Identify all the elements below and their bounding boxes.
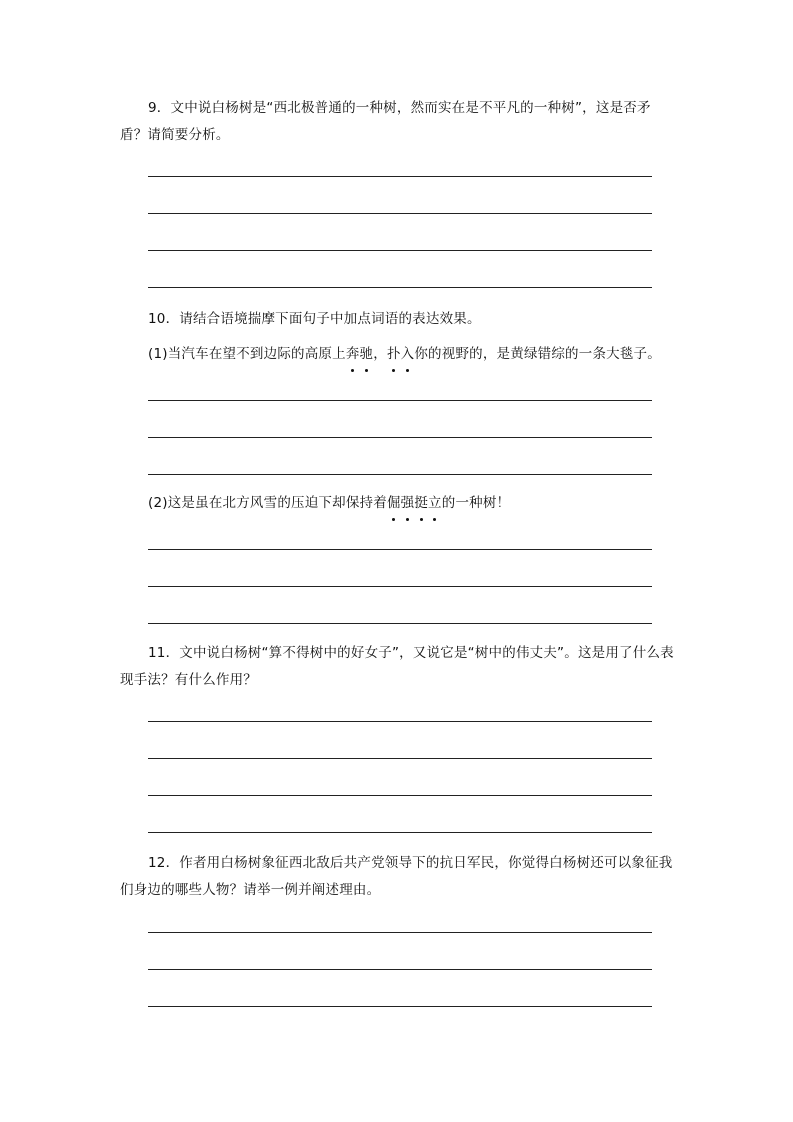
- question-11-text: 11．文中说白杨树“算不得树中的好女子”，又说它是“树中的伟丈夫”。这是用了什么表现手法？有什么作用？: [120, 645, 674, 688]
- answer-line[interactable]: [148, 176, 652, 177]
- answer-line[interactable]: [148, 250, 652, 251]
- sub-2-text-after: 的一种树！: [441, 495, 511, 511]
- question-10-text: 10．请结合语境揣摩下面句子中加点词语的表达效果。: [148, 311, 481, 327]
- answer-line[interactable]: [148, 213, 652, 214]
- sub-1-text-after: 你的视野的，是黄绿错综的一条大毯子。: [414, 346, 661, 362]
- answer-line[interactable]: [148, 758, 652, 759]
- answer-line[interactable]: [148, 474, 652, 475]
- answer-line[interactable]: [148, 287, 652, 288]
- dotted-word-char: 立: [428, 490, 442, 517]
- answer-line[interactable]: [148, 400, 652, 401]
- dotted-word-char: 奔: [346, 341, 360, 368]
- answer-line[interactable]: [148, 623, 652, 624]
- question-10-sub-1: [148, 341, 678, 368]
- answer-line[interactable]: [148, 969, 652, 970]
- answer-line[interactable]: [148, 795, 652, 796]
- answer-line[interactable]: [148, 549, 652, 550]
- answer-line[interactable]: [148, 932, 652, 933]
- answer-line[interactable]: [148, 437, 652, 438]
- answer-line[interactable]: [148, 832, 652, 833]
- sub-1-comma: ，: [373, 346, 387, 362]
- dotted-word-char: 倔: [387, 490, 401, 517]
- question-12-text: 12．作者用白杨树象征西北敌后共产党领导下的抗日军民，你觉得白杨树还可以象征我们身边的哪些人物？请举一例并阐述理由。: [120, 855, 673, 898]
- dotted-word-char: 挺: [414, 490, 428, 517]
- sub-2-text-before: (2)这是虽在北方风雪的压迫下却保持着: [148, 495, 387, 511]
- answer-line[interactable]: [148, 721, 652, 722]
- answer-line[interactable]: [148, 1006, 652, 1007]
- question-10-sub-2: [148, 490, 678, 517]
- dotted-word-char: 强: [401, 490, 415, 517]
- question-9-text: 9．文中说白杨树是“西北极普通的一种树，然而实在是不平凡的一种树”，这是否矛盾？请简要分析。: [120, 100, 651, 143]
- dotted-word-char: 扑: [387, 341, 401, 368]
- dotted-word-char: 入: [401, 341, 415, 368]
- answer-line[interactable]: [148, 586, 652, 587]
- sub-1-text-before: (1)当汽车在望不到边际的高原上: [148, 346, 346, 362]
- dotted-word-char: 驰: [360, 341, 374, 368]
